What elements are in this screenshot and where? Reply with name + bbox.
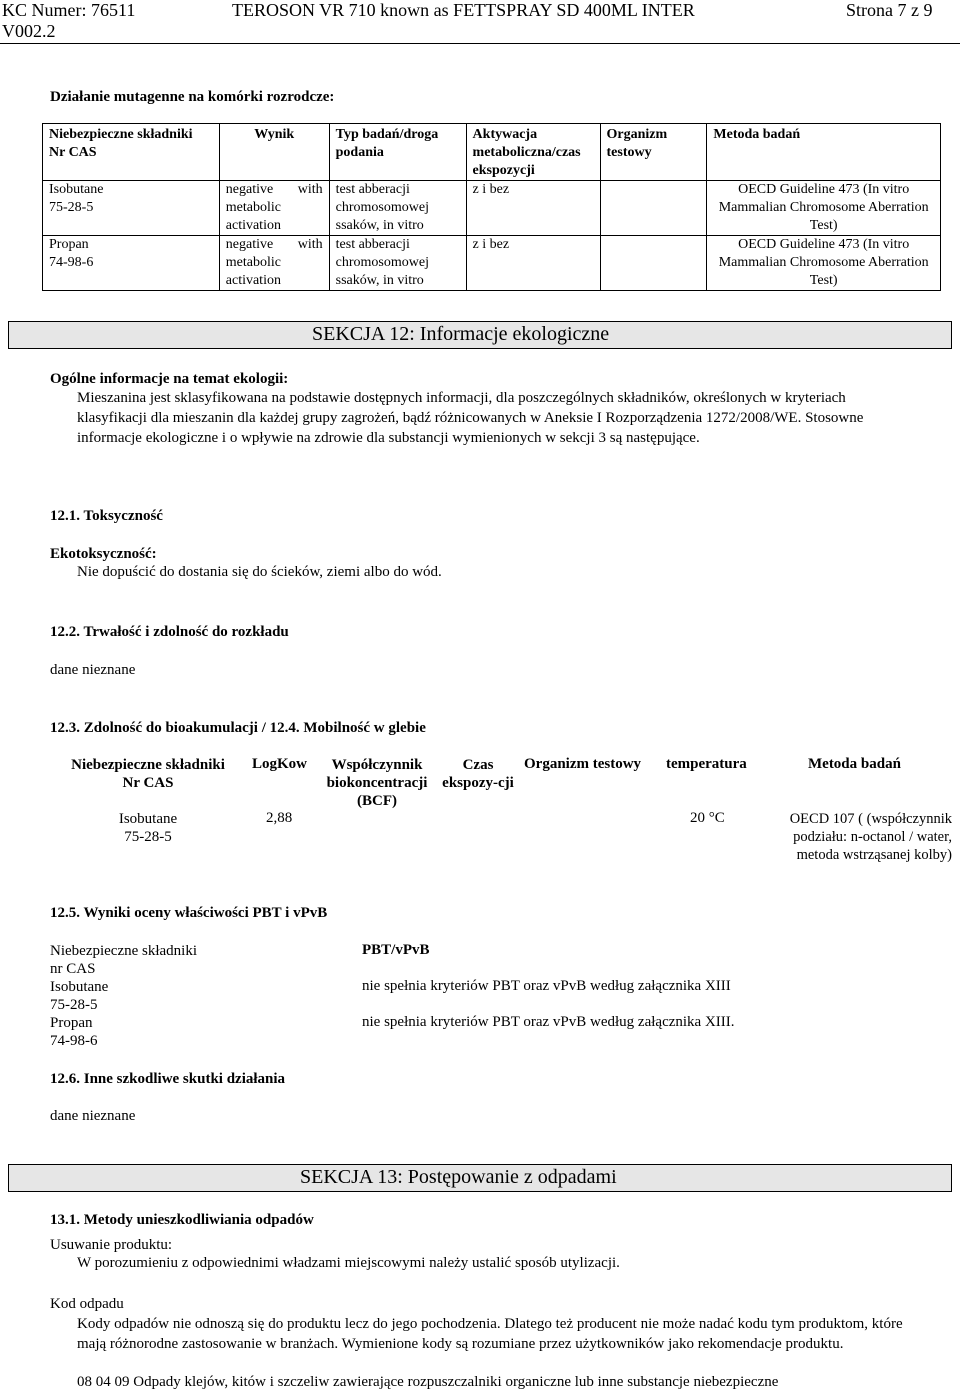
persistence-text: dane nieznane xyxy=(50,662,136,678)
disposal-methods-heading: 13.1. Metody unieszkodliwiania odpadów xyxy=(50,1212,314,1228)
test-type-cell: test abberacji chromosomowej ssaków, in vitro xyxy=(329,181,466,236)
component-name: Isobutane xyxy=(118,811,178,827)
toxicity-heading: 12.1. Toksyczność xyxy=(50,508,163,524)
other-effects-text: dane nieznane xyxy=(50,1108,136,1124)
activation-cell: z i bez xyxy=(466,181,600,236)
bio-col-logkow: LogKow xyxy=(252,756,308,772)
disposal-text: W porozumieniu z odpowiednimi władzami miejscowymi należy ustalić sposób utylizacji. xyxy=(77,1255,620,1271)
test-type-cell: test abberacji chromosomowej ssaków, in vitro xyxy=(329,236,466,291)
general-eco-heading: Ogólne informacje na temat ekologii: xyxy=(50,371,289,387)
pbt-value: nie spełnia kryteriów PBT oraz vPvB według załącznika XIII. xyxy=(362,1014,735,1030)
cas-number: 74-98-6 xyxy=(50,1033,98,1049)
col-header-organism: Organizm testowy xyxy=(600,124,707,181)
ecotox-heading: Ekotoksyczność: xyxy=(50,546,157,562)
component-cell xyxy=(43,181,220,236)
bio-col-method: Metoda badań xyxy=(808,756,901,772)
cas-number: 75-28-5 xyxy=(50,997,98,1013)
mutagenic-header-row xyxy=(43,124,941,181)
result-cell: negative with metabolic activation xyxy=(219,181,329,236)
component-cell xyxy=(43,236,220,291)
general-eco-text: Mieszanina jest sklasyfikowana na podstawie dostępnych informacji, dla poszczególnych składników, określonych w kryteriach klasyfikacji dla mieszanin dla każdej grupy zagrożeń, bądź różnicowanych w Aneksie I Rozporządzenia 1272/2008/WE. Stosowne informacje ekologiczne i o wpływie na zdrowie dla substancji wymienionych w sekcji 3 są następujące. xyxy=(77,390,864,446)
pbt-component-cell xyxy=(50,978,108,1014)
result-cell: negative with metabolic activation xyxy=(219,236,329,291)
component-name: Isobutane xyxy=(50,979,109,995)
mutagenic-title: Działanie mutagenne na komórki rozrodcze: xyxy=(50,89,335,105)
organism-cell xyxy=(600,181,707,236)
pbt-component-cell xyxy=(50,1014,98,1050)
col-header-components: Niebezpieczne składniki Nr CAS xyxy=(43,124,220,181)
bio-logkow-value: 2,88 xyxy=(266,810,293,826)
bio-col-time: Czas ekspozy-cji xyxy=(442,757,514,791)
cas-number: 75-28-5 xyxy=(49,200,94,215)
header-divider xyxy=(0,43,960,44)
organism-cell xyxy=(600,236,707,291)
kc-number: KC Numer: 76511 xyxy=(2,0,136,20)
pbt-heading: 12.5. Wyniki oceny właściwości PBT i vPvB xyxy=(50,905,328,921)
bio-component-cell xyxy=(50,810,246,846)
mutagenic-row xyxy=(43,181,941,236)
method-cell: OECD Guideline 473 (In vitro Mammalian Chromosome Aberration Test) xyxy=(707,181,941,236)
mutagenic-table xyxy=(42,123,941,291)
bio-temperature-value: 20 °C xyxy=(690,810,725,826)
bio-col-temperature: temperatura xyxy=(666,756,747,772)
bio-method-value: OECD 107 ( (współczynnik podziału: n-octanol / water, metoda wstrząsanej kolby) xyxy=(789,811,952,863)
pbt-col-components: Niebezpieczne składniki nr CAS xyxy=(50,943,198,977)
cas-number: 75-28-5 xyxy=(124,829,172,845)
waste-code-text: Kody odpadów nie odnoszą się do produktu lecz do jego pochodzenia. Dlatego też producent nie może nadać kodu tym produktom, które mają różnorodne zastosowanie w branżach. Wymienione kody są rozumiane przez użytkowników jako rekomendacje produktu. xyxy=(77,1316,903,1352)
bioaccumulation-heading: 12.3. Zdolność do bioakumulacji / 12.4. Mobilność w glebie xyxy=(50,720,426,736)
persistence-heading: 12.2. Trwałość i zdolność do rozkładu xyxy=(50,624,289,640)
bio-col-components: Niebezpieczne składniki Nr CAS xyxy=(71,757,225,791)
component-name: Propan xyxy=(49,237,89,252)
component-name: Propan xyxy=(50,1015,93,1031)
method-cell: OECD Guideline 473 (In vitro Mammalian Chromosome Aberration Test) xyxy=(707,236,941,291)
bio-col-organism: Organizm testowy xyxy=(524,756,642,772)
pbt-value: nie spełnia kryteriów PBT oraz vPvB według załącznika XIII xyxy=(362,978,731,994)
waste-code-line: 08 04 09 Odpady klejów, kitów i szczeliw zawierające rozpuszczalniki organiczne lub inne substancje niebezpieczne xyxy=(77,1374,779,1390)
mutagenic-row xyxy=(43,236,941,291)
version: V002.2 xyxy=(2,21,56,41)
activation-cell: z i bez xyxy=(466,236,600,291)
cas-number: 74-98-6 xyxy=(49,255,94,270)
section-12-title: SEKCJA 12: Informacje ekologiczne xyxy=(312,323,610,345)
col-header-activation: Aktywacja metaboliczna/czas ekspozycji xyxy=(466,124,600,181)
component-name: Isobutane xyxy=(49,182,104,197)
bio-col-bcf: Współczynnik biokoncentracji (BCF) xyxy=(326,757,428,809)
section-13-title: SEKCJA 13: Postępowanie z odpadami xyxy=(300,1166,617,1188)
col-header-result: Wynik xyxy=(219,124,329,181)
ecotox-text: Nie dopuścić do dostania się do ścieków, ziemi albo do wód. xyxy=(77,564,442,580)
product-name: TEROSON VR 710 known as FETTSPRAY SD 400ML INTER xyxy=(232,0,695,20)
pbt-col-header: PBT/vPvB xyxy=(362,942,430,958)
disposal-label: Usuwanie produktu: xyxy=(50,1237,173,1253)
col-header-method: Metoda badań xyxy=(707,124,941,181)
other-effects-heading: 12.6. Inne szkodliwe skutki działania xyxy=(50,1071,286,1087)
page-number: Strona 7 z 9 xyxy=(846,0,933,20)
waste-code-label: Kod odpadu xyxy=(50,1296,124,1312)
col-header-test-type: Typ badań/droga podania xyxy=(329,124,466,181)
